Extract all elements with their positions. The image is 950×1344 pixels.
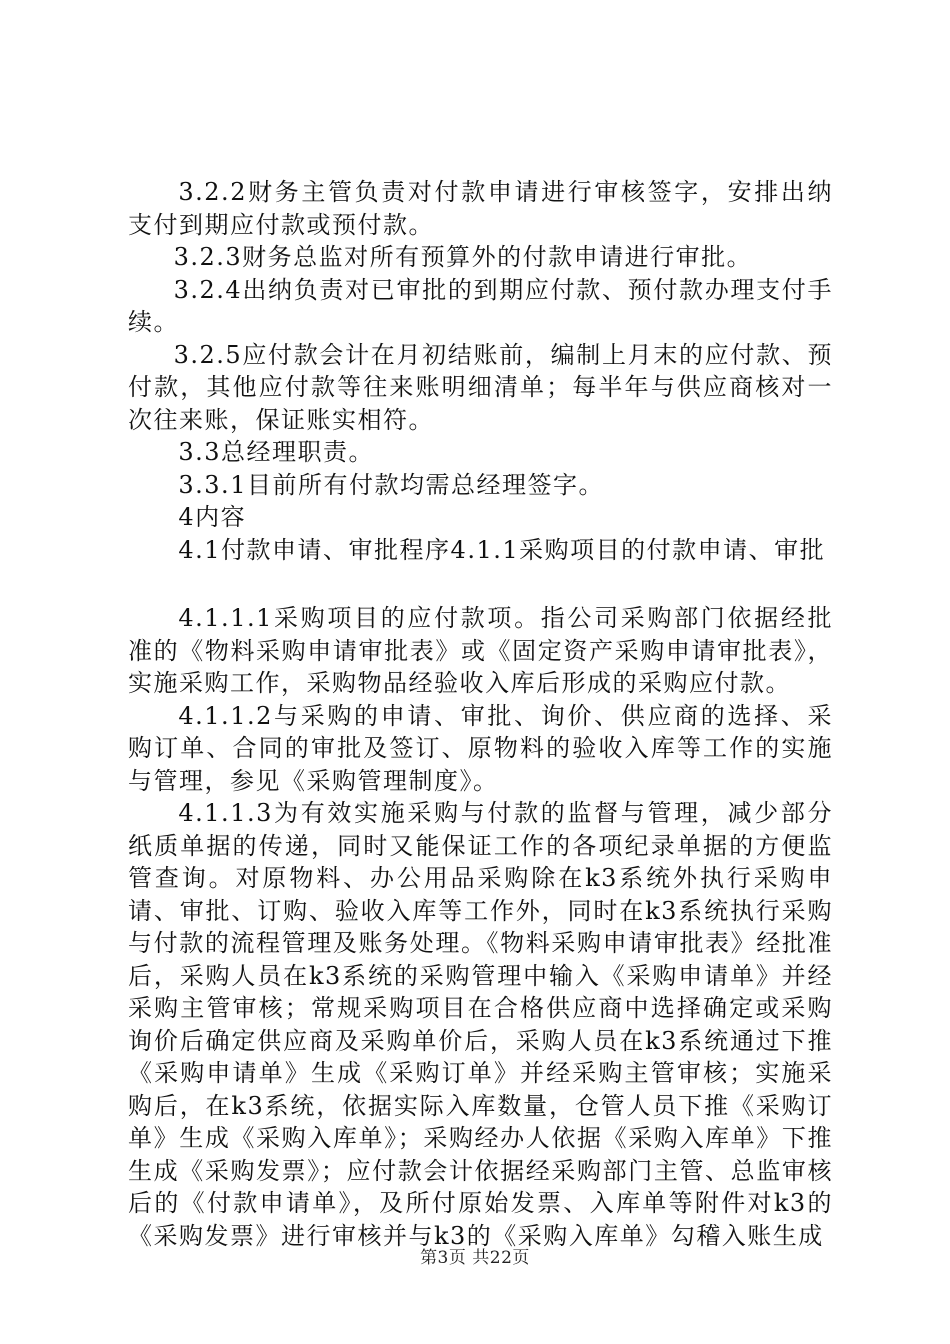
paragraph-spacer [128,566,833,602]
paragraph-4-1: 4.1付款申请、审批程序4.1.1采购项目的付款申请、审批 [178,535,826,564]
paragraph-4-1-1-1: 4.1.1.1采购项目的应付款项。指公司采购部门依据经批准的《物料采购申请审批表》或《固定资产采购申请审批表》，实施采购工作，采购物品经验收入库后形成的采购应付款。 [128,604,833,697]
page-number-footer: 第3页 共22页 [420,1248,530,1268]
document-body [128,176,833,1252]
paragraph-4-1-1-3: 4.1.1.3为有效实施采购与付款的监督与管理，减少部分纸质单据的传递，同时又能保证工作的各项纪录单据的方便监管查询。对原物料、办公用品采购除在k3系统外执行采购申请、审批、订购、验收入库等工作外，同时在k3系统执行采购与付款的流程管理及账务处理。《物料采购申请审批表》经批准后，采购人员在k3系统的采购管理中输入《采购申请单》并经采购主管审核；常规采购项目在合格供应商中选择确定或采购询价后确定供应商及采购单价后，采购人员在k3系统通过下推《采购申请单》生成《采购订单》并经采购主管审核；实施采购后，在k3系统，依据实际入库数量，仓管人员下推《采购订单》生成《采购入库单》；采购经办人依据《采购入库单》下推生成《采购发票》；应付款会计依据经采购部门主管、总监审核后的《付款申请单》，及所付原始发票、入库单等附件对k3的《采购发票》进行审核并与k3的《采购入库单》勾稽入账生成 [128,799,833,1250]
paragraph-4-1-1-2: 4.1.1.2与采购的申请、审批、询价、供应商的选择、采购订单、合同的审批及签订、原物料的验收入库等工作的实施与管理，参见《采购管理制度》。 [128,701,833,795]
paragraph-3-2-4: 3.2.4出纳负责对已审批的到期应付款、预付款办理支付手续。 [128,275,833,336]
paragraph-3-2-2: 3.2.2财务主管负责对付款申请进行审核签字，安排出纳支付到期应付款或预付款。 [128,178,833,239]
section-heading-4: 4内容 [178,503,247,531]
paragraph-3-2-5: 3.2.5应付款会计在月初结账前，编制上月末的应付款、预付款，其他应付款等往来账明细清单；每半年与供应商核对一次往来账，保证账实相符。 [128,340,833,434]
paragraph-3-3: 3.3总经理职责。 [178,438,375,466]
paragraph-3-3-1: 3.3.1目前所有付款均需总经理签字。 [178,470,604,499]
paragraph-3-2-3: 3.2.3财务总监对所有预算外的付款申请进行审批。 [173,243,753,271]
